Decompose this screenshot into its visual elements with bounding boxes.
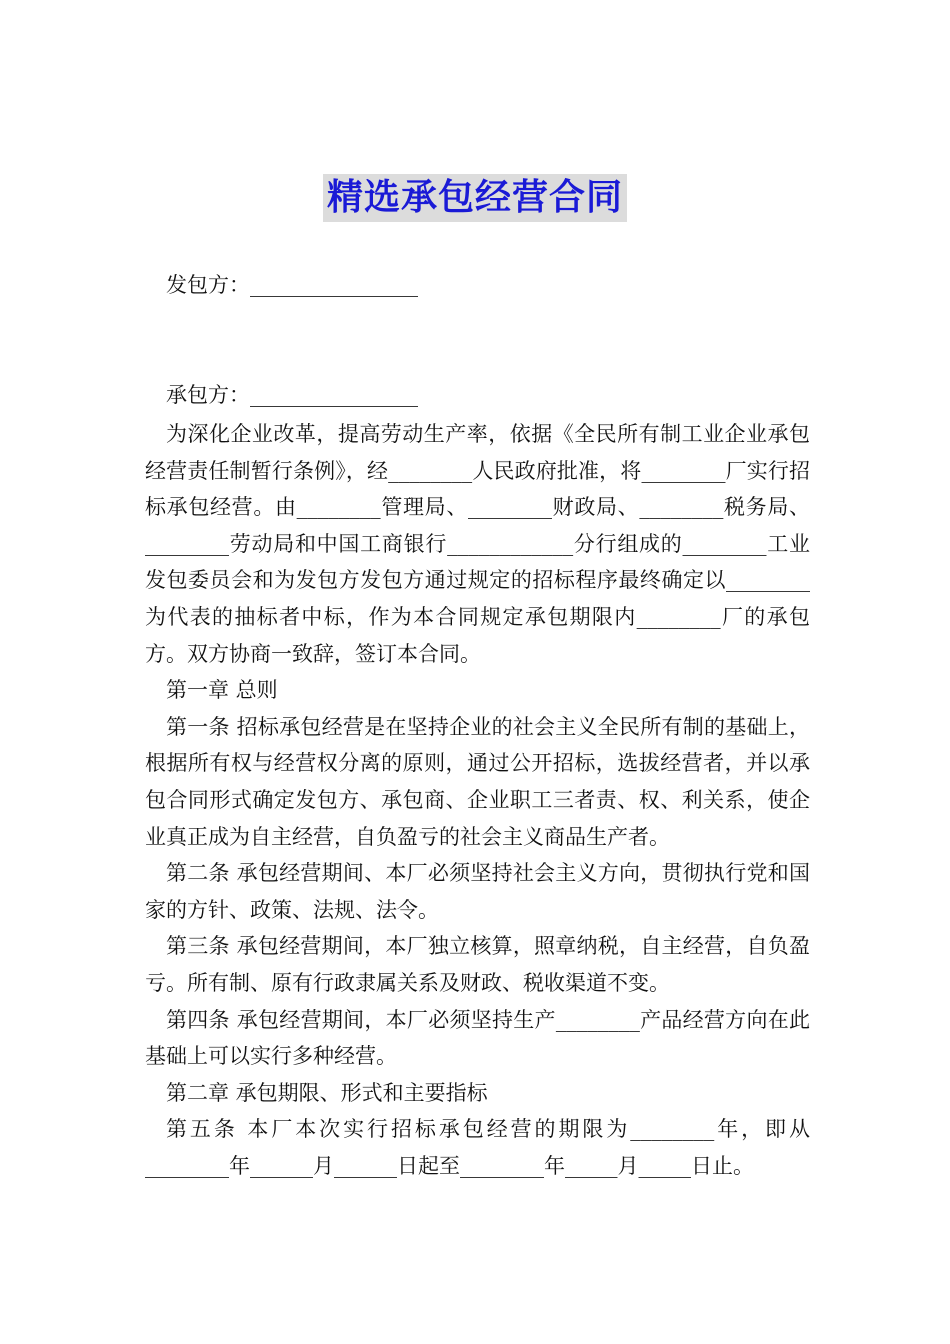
chapter-heading: 第一章 总则 [166, 678, 278, 703]
issuer-line: 发包方：________________ [166, 273, 418, 297]
chapter-heading: 第二章 承包期限、形式和主要指标 [166, 1080, 488, 1105]
title-container [0, 174, 950, 222]
article-paragraph: 第二条 承包经营期间、本厂必须坚持社会主义方向，贯彻执行党和国家的方针、政策、法规、法令。 [145, 861, 810, 922]
article-paragraph: 第一条 招标承包经营是在坚持企业的社会主义全民所有制的基础上，根据所有权与经营权分离的原则，通过公开招标，选拔经营者，并以承包合同形式确定发包方、承包商、企业职工三者责、权、利关系，使企业真正成为自主经营，自负盈亏的社会主义商品生产者。 [145, 714, 810, 849]
contract-body [145, 416, 810, 1184]
article-paragraph: 第三条 承包经营期间，本厂独立核算，照章纳税，自主经营，自负盈亏。所有制、原有行政隶属关系及财政、税收渠道不变。 [145, 934, 810, 995]
preamble-paragraph: 为深化企业改革，提高劳动生产率，依据《全民所有制工业企业承包经营责任制暂行条例》，经________人民政府批准，将________厂实行招标承包经营。由________管理局、________财政局、________税务局、________劳动局和中国工商银行____________分行组成的________工业发包委员会和为发包方发包方通过规定的招标程序最终确定以________为代表的抽标者中标，作为本合同规定承包期限内________厂的承包方。双方协商一致辞，签订本合同。 [145, 422, 810, 666]
contractor-line: 承包方：________________ [166, 383, 418, 407]
article-paragraph: 第四条 承包经营期间，本厂必须坚持生产________产品经营方向在此基础上可以实行多种经营。 [145, 1007, 810, 1069]
document-title: 精选承包经营合同 [323, 174, 627, 222]
article-paragraph: 第五条 本厂本次实行招标承包经营的期限为________年，即从________年______月______日起至________年_____月_____日止。 [145, 1117, 810, 1178]
